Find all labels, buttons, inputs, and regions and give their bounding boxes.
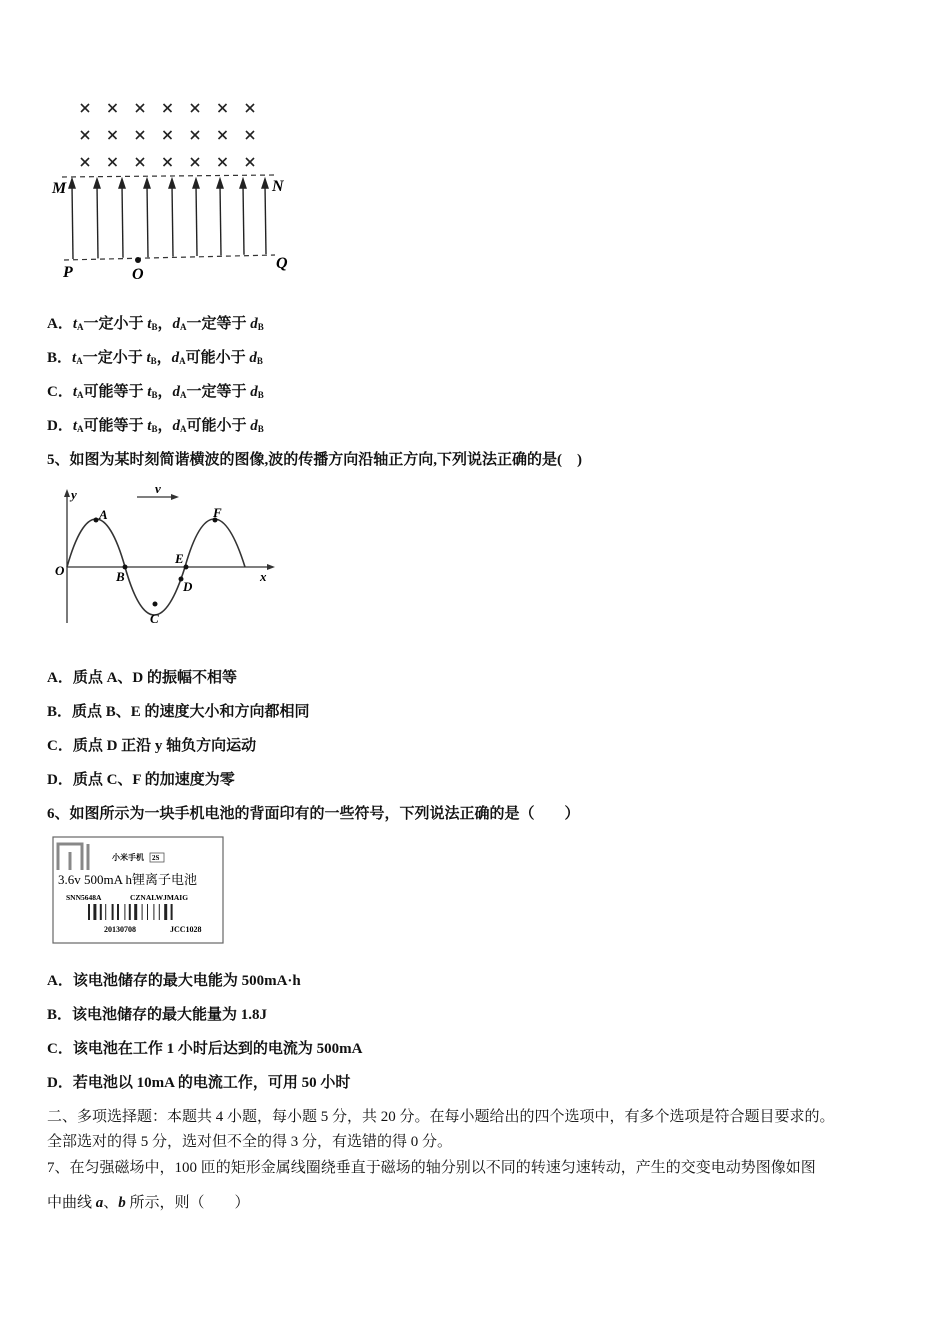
q6-option: C．该电池在工作 1 小时后达到的电流为 500mA — [47, 1041, 363, 1057]
point-D: D — [183, 579, 193, 594]
option-part: ， — [157, 418, 173, 434]
option-part: d — [250, 384, 258, 400]
curve-a: a — [95, 1195, 104, 1211]
q5-option: D．质点 C、F 的加速度为零 — [47, 772, 235, 788]
option-part: d — [249, 350, 257, 366]
option-part: t — [147, 384, 152, 400]
option-part: A — [179, 390, 187, 400]
point-E: E — [175, 551, 184, 566]
option-part: ， — [157, 384, 173, 400]
option-part: 一定小于 — [82, 350, 147, 366]
code1-text: SNN5648A — [66, 893, 102, 902]
q7-line2 — [47, 1191, 250, 1212]
q7-text-end: 所示，则（ ） — [125, 1195, 250, 1211]
magnetic-field-figure — [50, 95, 300, 285]
label-O: O — [132, 266, 144, 283]
option-part: A — [179, 322, 187, 332]
option-part: A． — [47, 316, 73, 332]
option-part: t — [72, 316, 78, 332]
option-part: A — [77, 424, 84, 434]
label-N: N — [272, 178, 284, 195]
q4-option — [47, 414, 264, 435]
q6-option: B．该电池储存的最大能量为 1.8J — [47, 1007, 268, 1023]
battery-label-figure — [52, 836, 224, 944]
label-Q: Q — [276, 255, 288, 272]
option-part: 一定小于 — [83, 316, 148, 332]
option-part: B — [257, 322, 264, 332]
option-part: D． — [47, 418, 73, 434]
q6-option: A．该电池储存的最大电能为 500mA·h — [47, 973, 301, 989]
brand-text: 小米手机 — [112, 853, 144, 862]
option-part: 一定等于 — [186, 384, 251, 400]
label-P: P — [63, 264, 73, 281]
code2-text: CZNALWJMAIG — [130, 893, 189, 902]
option-part: 可能等于 — [83, 418, 148, 434]
q4-option — [47, 312, 264, 333]
option-part: 可能小于 — [185, 350, 250, 366]
option-part: t — [147, 418, 152, 434]
point-A: A — [99, 507, 108, 522]
q6-stem: 6、如图所示为一块手机电池的背面印有的一些符号，下列说法正确的是（ ） — [47, 806, 580, 822]
q7-text: 中曲线 — [47, 1195, 96, 1211]
option-part: C． — [47, 384, 73, 400]
option-part: A — [77, 322, 84, 332]
option-part: B — [256, 356, 263, 366]
option-part: A — [77, 390, 84, 400]
q6-option: D．若电池以 10mA 的电流工作，可用 50 小时 — [47, 1075, 351, 1091]
axis-y-label: y — [71, 487, 77, 502]
option-part: B — [257, 390, 264, 400]
option-part: d — [172, 418, 180, 434]
option-part: B — [257, 424, 264, 434]
axis-x-label: x — [260, 569, 267, 584]
curve-b: b — [118, 1195, 126, 1211]
point-F: F — [213, 505, 222, 520]
point-B: B — [116, 569, 125, 584]
section2-line1: 二、多项选择题：本题共 4 小题，每小题 5 分，共 20 分。在每小题给出的四个选项中，有多个选项是符合题目要求的。 — [47, 1109, 835, 1125]
option-part: ， — [156, 350, 172, 366]
option-part: d — [171, 350, 180, 366]
option-part: d — [172, 384, 180, 400]
q5-stem: 5、如图为某时刻简谐横波的图像,波的传播方向沿轴正方向,下列说法正确的是( ) — [47, 452, 582, 468]
spec-text: 3.6v 500mA h锂离子电池 — [58, 872, 198, 887]
velocity-label: v — [155, 483, 161, 496]
separator: 、 — [103, 1195, 119, 1211]
option-part: 可能小于 — [186, 418, 251, 434]
option-part: B — [151, 322, 158, 332]
q5-option: A．质点 A、D 的振幅不相等 — [47, 670, 237, 686]
q4-option — [47, 380, 264, 401]
model-text: 2S — [152, 854, 160, 862]
option-part: d — [172, 316, 180, 332]
option-part: t — [72, 418, 78, 434]
q7-line1: 7、在匀强磁场中，100 匝的矩形金属线圈绕垂直于磁场的轴分别以不同的转速匀速转动，产生的交变电动势图像如图 — [47, 1160, 816, 1176]
option-part: 可能等于 — [83, 384, 148, 400]
q4-option — [47, 346, 263, 367]
batch-text: JCC1028 — [170, 925, 202, 934]
option-part: ， — [157, 316, 173, 332]
label-M: M — [52, 180, 67, 197]
section2-line2: 全部选对的得 5 分，选对但不全的得 3 分，有选错的得 0 分。 — [47, 1134, 453, 1150]
option-part: t — [72, 384, 78, 400]
option-part: A — [76, 356, 83, 366]
option-part: B — [151, 424, 158, 434]
date-text: 20130708 — [104, 925, 136, 934]
option-part: B． — [47, 350, 73, 366]
point-C: C — [150, 611, 159, 626]
point-O: O — [55, 563, 65, 578]
option-part: B — [151, 390, 158, 400]
option-part: t — [72, 350, 77, 366]
q5-option: C．质点 D 正沿 y 轴负方向运动 — [47, 738, 257, 754]
option-part: B — [150, 356, 157, 366]
option-part: d — [250, 418, 258, 434]
option-part: d — [250, 316, 258, 332]
option-part: A — [179, 424, 187, 434]
option-part: A — [179, 356, 186, 366]
option-part: t — [146, 350, 151, 366]
option-part: t — [147, 316, 152, 332]
wave-figure — [45, 483, 295, 628]
q5-option: B．质点 B、E 的速度大小和方向都相同 — [47, 704, 310, 720]
option-part: 一定等于 — [186, 316, 251, 332]
